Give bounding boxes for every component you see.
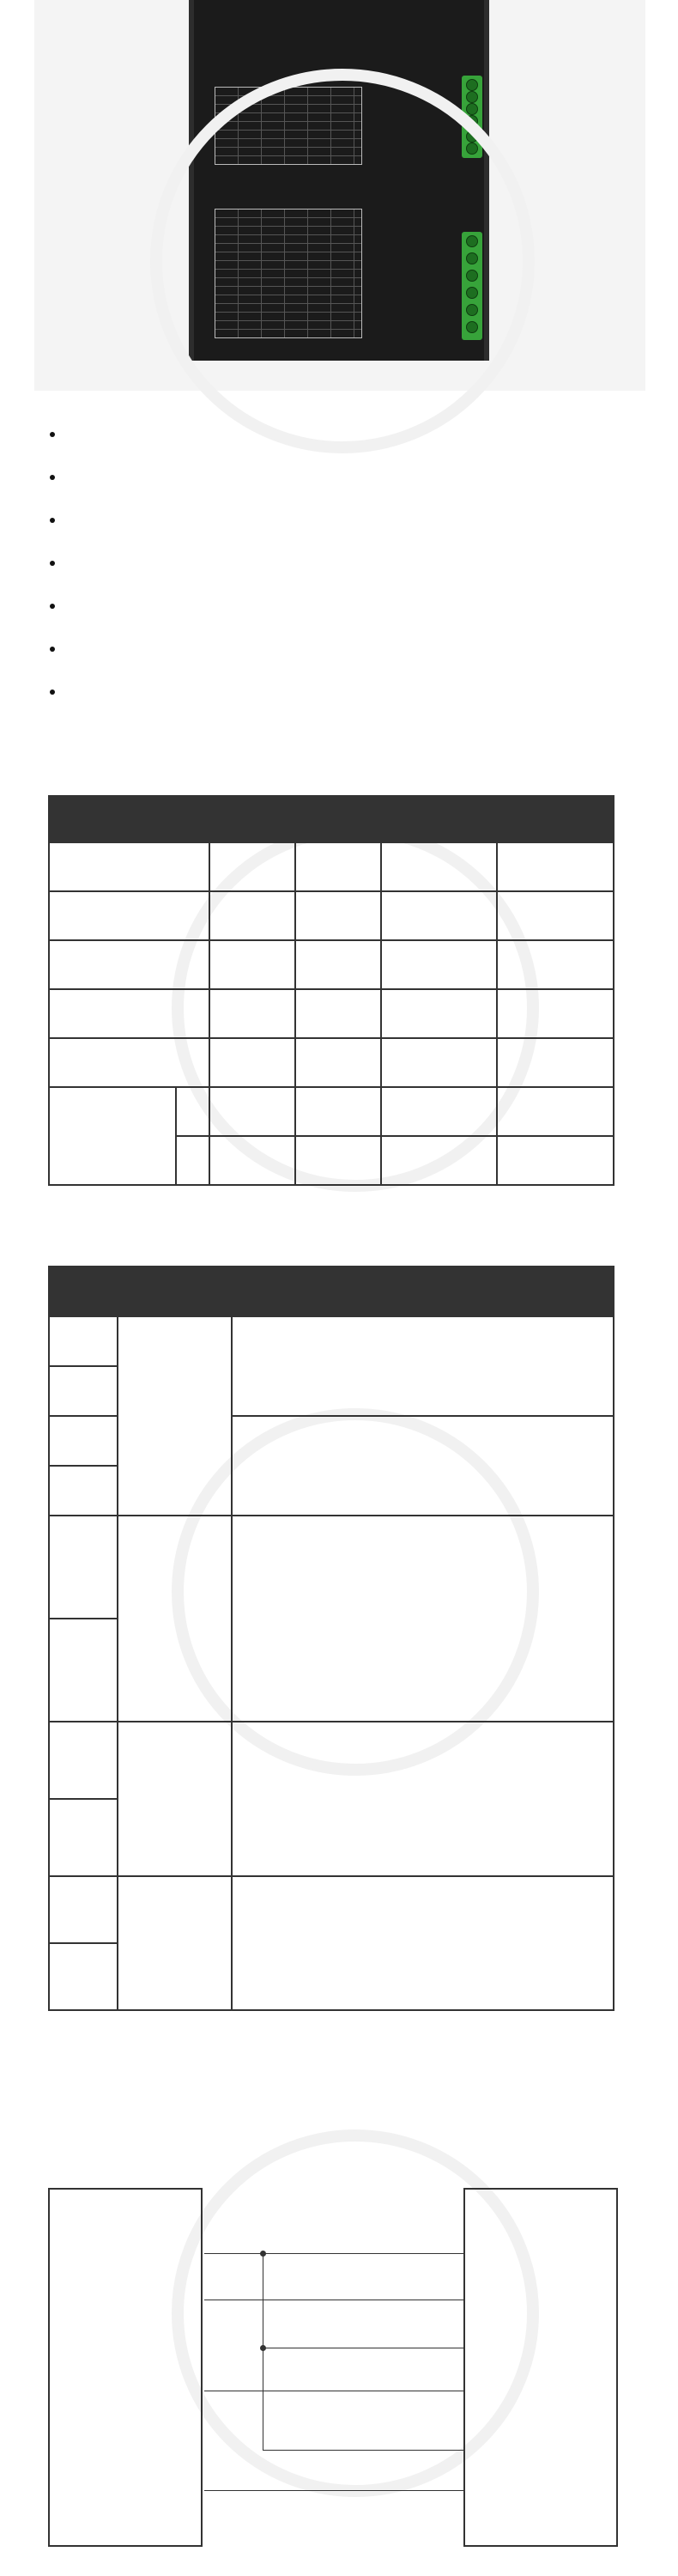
cell	[381, 1087, 498, 1136]
cell	[49, 1722, 118, 1799]
cell	[176, 1136, 210, 1185]
wire-cp-plus	[263, 2450, 463, 2451]
cell	[49, 842, 209, 891]
feature-item	[50, 464, 67, 507]
cell	[209, 940, 295, 989]
cell	[118, 1722, 233, 1876]
cell	[497, 842, 614, 891]
cell	[381, 989, 498, 1038]
wire-vcc	[204, 2253, 463, 2254]
col-header	[49, 796, 209, 842]
table-row	[49, 1087, 614, 1136]
current-table	[215, 87, 362, 165]
table-row	[49, 1316, 614, 1366]
table-row	[49, 940, 614, 989]
table-row	[49, 842, 614, 891]
cell	[209, 1136, 295, 1185]
cell	[49, 1619, 118, 1722]
cell	[232, 1722, 614, 1876]
cell	[209, 1038, 295, 1087]
cell	[232, 1316, 614, 1416]
feature-item	[50, 421, 67, 464]
feature-item	[50, 635, 67, 678]
bullet-icon	[50, 561, 55, 566]
table-row	[49, 989, 614, 1038]
cell	[497, 940, 614, 989]
table-row	[49, 1722, 614, 1799]
power-terminal-block	[462, 232, 482, 340]
cell	[381, 891, 498, 940]
cell	[209, 989, 295, 1038]
product-photo	[0, 0, 678, 391]
cell	[497, 1087, 614, 1136]
col-header	[209, 796, 295, 842]
cell	[209, 842, 295, 891]
cell	[497, 1136, 614, 1185]
table-row	[49, 1038, 614, 1087]
cell	[232, 1516, 614, 1722]
cell	[295, 842, 381, 891]
bullet-icon	[50, 604, 55, 609]
cell	[209, 891, 295, 940]
cell	[176, 1087, 210, 1136]
cell	[497, 1038, 614, 1087]
col-header	[118, 1267, 233, 1316]
col-header	[232, 1267, 614, 1316]
driver-unit	[189, 0, 489, 361]
feature-item	[50, 550, 67, 592]
work-conditions-table	[48, 795, 614, 1186]
bullet-icon	[50, 432, 55, 437]
col-header	[49, 1267, 118, 1316]
cell	[118, 1876, 233, 2010]
cell	[295, 1038, 381, 1087]
cell	[295, 989, 381, 1038]
cell	[49, 940, 209, 989]
cell	[49, 1038, 209, 1087]
cell	[209, 1087, 295, 1136]
cell	[49, 1087, 176, 1185]
signal-terminal-block	[462, 76, 482, 158]
col-header	[497, 796, 614, 842]
cell	[232, 1416, 614, 1516]
bullet-icon	[50, 475, 55, 480]
table-header-row	[49, 1267, 614, 1316]
col-header	[295, 796, 381, 842]
table-header-row	[49, 796, 614, 842]
cell	[49, 1799, 118, 1876]
table-row	[49, 891, 614, 940]
cell	[295, 1087, 381, 1136]
cell	[295, 1136, 381, 1185]
col-header	[381, 796, 498, 842]
cell	[232, 1876, 614, 2010]
feature-item	[50, 592, 67, 635]
cell	[49, 989, 209, 1038]
driver-box	[463, 2188, 618, 2547]
cell	[497, 891, 614, 940]
cell	[381, 940, 498, 989]
feature-item	[50, 678, 67, 721]
cell	[118, 1316, 233, 1516]
cell	[295, 891, 381, 940]
wire-cp	[204, 2490, 463, 2491]
bullet-icon	[50, 690, 55, 695]
cell	[497, 989, 614, 1038]
wiring-diagram	[48, 2188, 618, 2549]
controller-box	[48, 2188, 203, 2547]
cell	[49, 1466, 118, 1516]
cell	[49, 1416, 118, 1466]
connector-panel	[374, 60, 436, 339]
table-row	[49, 1876, 614, 1943]
feature-list	[50, 421, 67, 721]
cell	[49, 1876, 118, 1943]
cell	[118, 1516, 233, 1722]
cell	[49, 1316, 118, 1366]
bullet-icon	[50, 647, 55, 652]
bullet-icon	[50, 518, 55, 523]
junction-dot	[260, 2251, 266, 2257]
feature-item	[50, 507, 67, 550]
cell	[295, 940, 381, 989]
cell	[49, 1366, 118, 1416]
cell	[49, 1516, 118, 1619]
table-row	[49, 1516, 614, 1619]
interface-table	[48, 1266, 614, 2011]
cell	[49, 891, 209, 940]
cell	[49, 1943, 118, 2010]
cell	[381, 1038, 498, 1087]
cell	[381, 1136, 498, 1185]
junction-dot	[260, 2345, 266, 2351]
cell	[381, 842, 498, 891]
pulse-table	[215, 209, 362, 338]
